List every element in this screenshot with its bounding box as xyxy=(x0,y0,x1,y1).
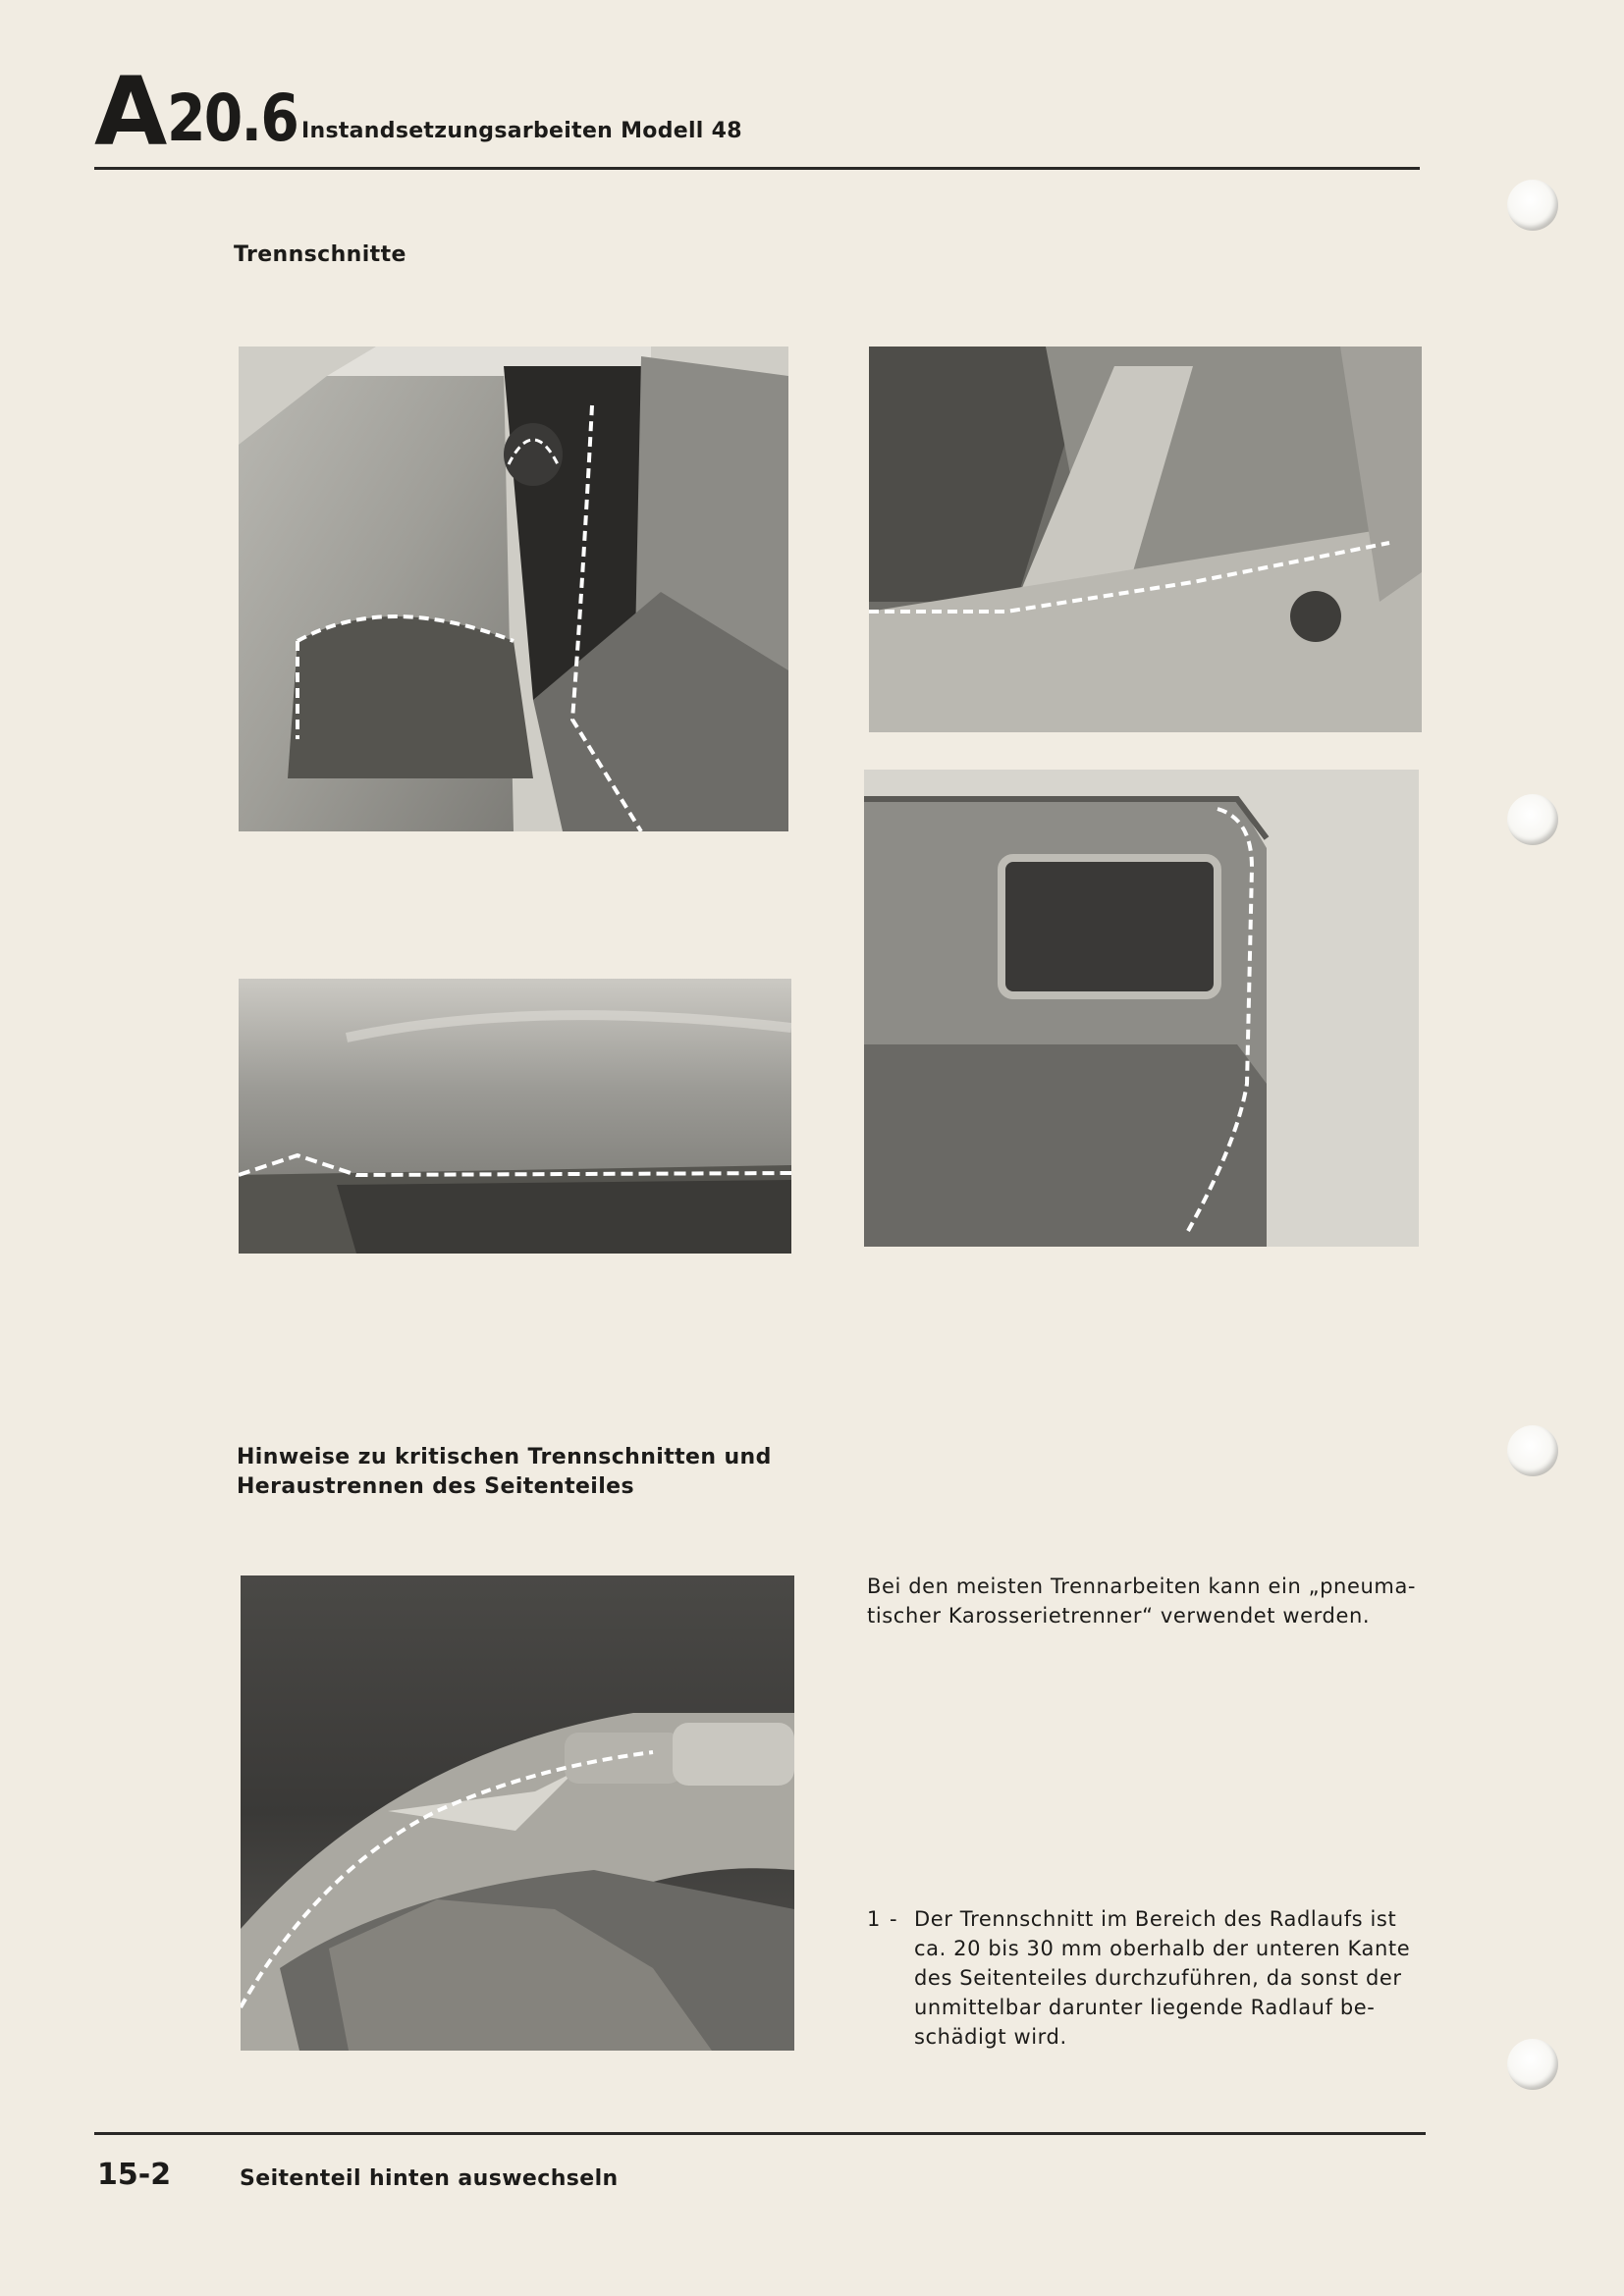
punch-hole xyxy=(1507,180,1558,231)
punch-hole xyxy=(1507,1425,1558,1476)
intro-paragraph xyxy=(867,1572,1416,1630)
header-rule xyxy=(94,167,1420,170)
photo-door-pillar-wheel-arch xyxy=(239,347,788,831)
item-dash: - xyxy=(890,1907,897,1931)
photo-rear-panel-cut-line xyxy=(864,770,1419,1247)
item-line: ca. 20 bis 30 mm oberhalb der unteren Kante xyxy=(914,1937,1411,1960)
section-heading-cuts: Trennschnitte xyxy=(234,242,406,267)
section-heading-notes-line1: Hinweise zu kritischen Trennschnitten und xyxy=(237,1445,772,1469)
footer-title: Seitenteil hinten auswechseln xyxy=(240,2166,619,2191)
page-title: Instandsetzungsarbeiten Modell 48 xyxy=(301,119,742,143)
section-number: 20.6 xyxy=(167,80,298,156)
section-heading-notes-line2: Heraustrennen des Seitenteiles xyxy=(237,1474,635,1499)
punch-hole xyxy=(1507,2039,1558,2090)
photo-interior-cut-line xyxy=(869,347,1422,732)
punch-hole xyxy=(1507,794,1558,845)
item-1-text xyxy=(914,1904,1410,2052)
intro-line: tischer Karosserietrenner“ verwendet werden. xyxy=(867,1604,1371,1628)
section-letter: A xyxy=(94,57,164,167)
photo-pneumatic-cutter-wheel-arch xyxy=(241,1575,794,2051)
item-line: schädigt wird. xyxy=(914,2025,1067,2049)
intro-line: Bei den meisten Trennarbeiten kann ein „pneuma- xyxy=(867,1575,1417,1598)
photo-roof-sill-cut-line xyxy=(239,979,791,1254)
footer-rule xyxy=(94,2132,1426,2135)
item-line: unmittelbar darunter liegende Radlauf be- xyxy=(914,1996,1376,2019)
page-number: 15-2 xyxy=(97,2158,172,2192)
item-line: des Seitenteiles durchzuführen, da sonst der xyxy=(914,1966,1402,1990)
item-line: Der Trennschnitt im Bereich des Radlaufs ist xyxy=(914,1907,1397,1931)
item-number: 1 xyxy=(867,1907,881,1931)
